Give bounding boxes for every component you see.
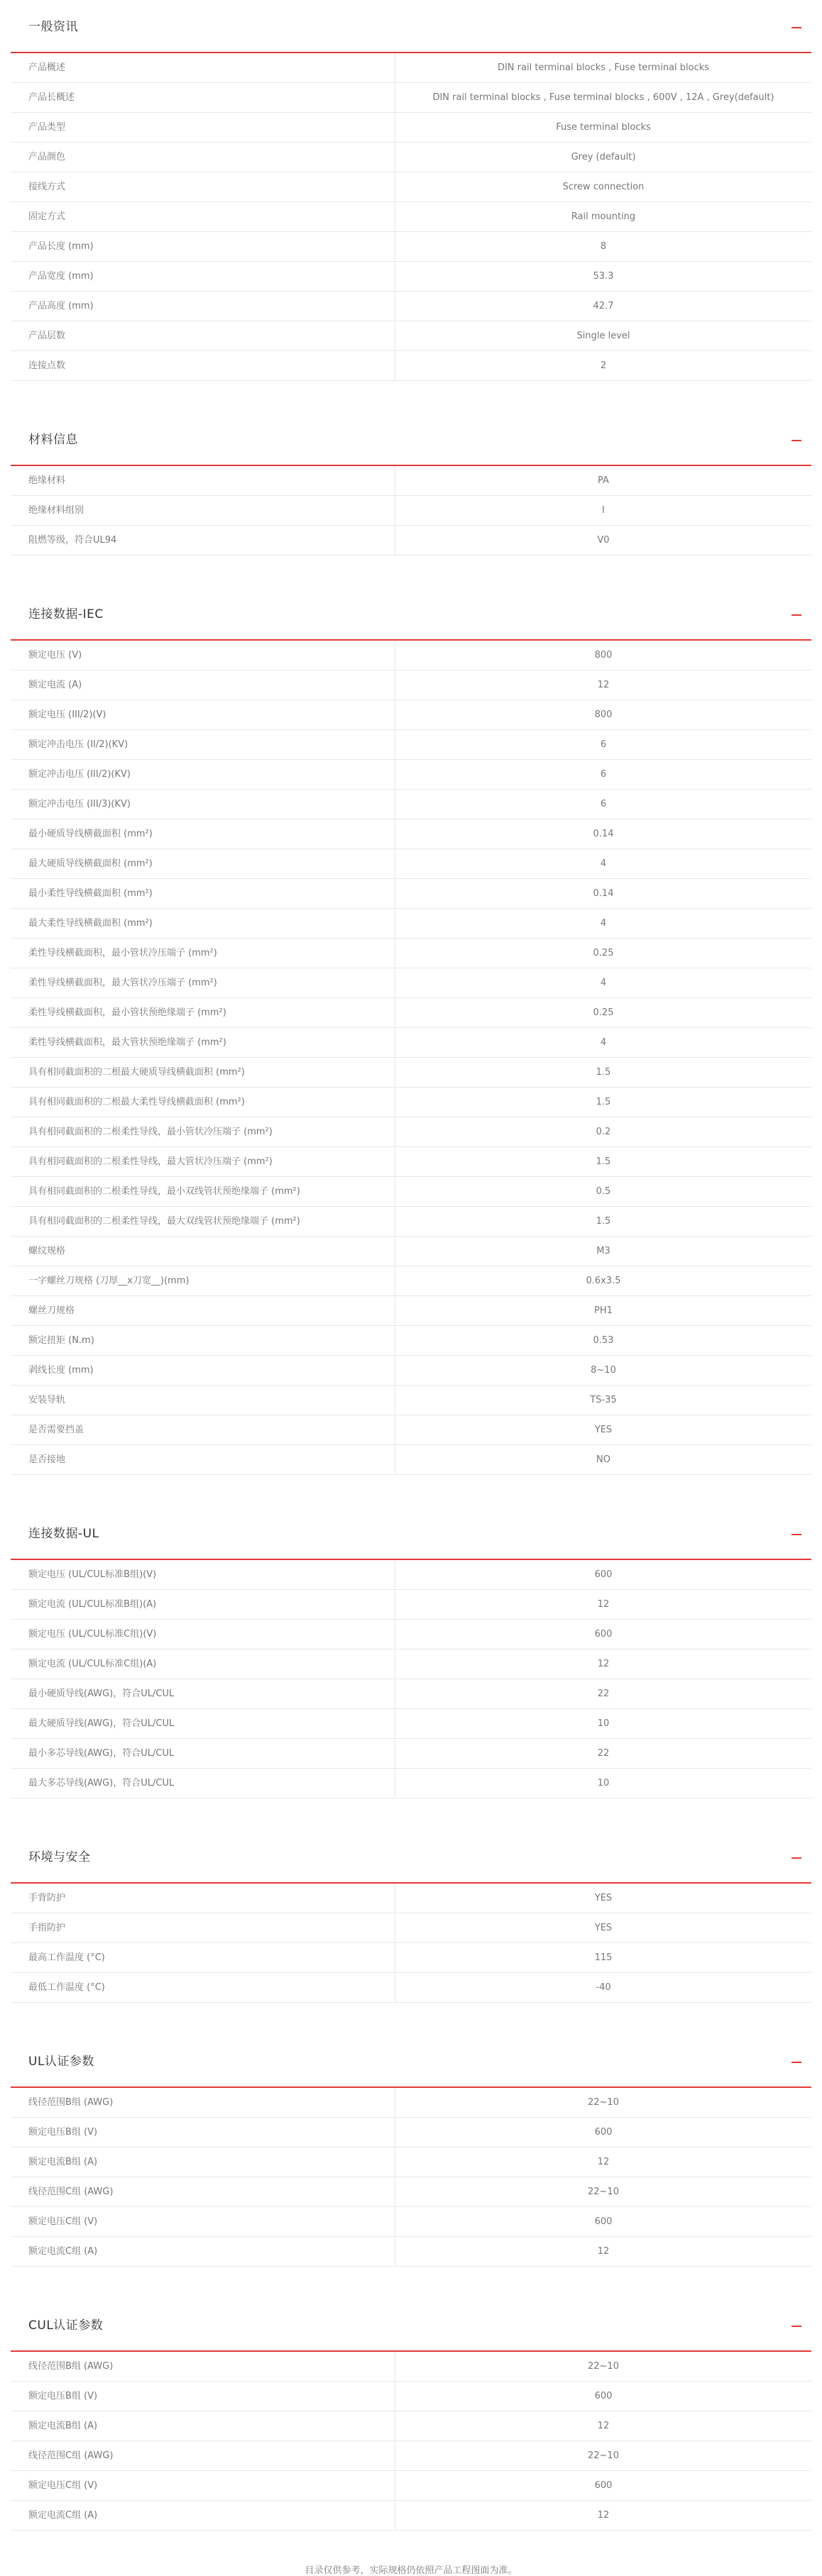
spec-label: 额定电压C组 (V) [11,2471,395,2500]
spec-value: 6 [600,739,607,750]
table-row [11,1296,811,1326]
spec-label: 最高工作温度 (°C) [11,1943,395,1972]
spec-value: 0.5 [596,1186,611,1197]
spec-value: Screw connection [562,182,645,192]
table-row [11,2088,811,2118]
table-row [11,700,811,730]
spec-value: 1.5 [596,1156,611,1167]
spec-value: 115 [594,1952,613,1963]
table-row [11,2147,811,2177]
spec-label: 额定电压 (UL/CUL标准C组)(V) [11,1620,395,1649]
spec-value: 4 [600,978,607,988]
spec-value: -40 [596,1982,611,1993]
collapse-icon[interactable] [791,1534,801,1535]
spec-value: 600 [594,2391,613,2401]
spec-value: 0.2 [596,1127,611,1137]
collapse-icon[interactable] [791,440,801,441]
spec-label: 具有相同截面积的二根最大硬质导线横截面积 (mm²) [11,1058,395,1087]
spec-table [11,466,811,555]
spec-value: M3 [596,1246,610,1256]
spec-value: 600 [594,2127,613,2138]
section-title: 连接数据-IEC [28,607,104,621]
table-row [11,1769,811,1798]
spec-label: 额定电流B组 (A) [11,2147,395,2177]
spec-value: 10 [597,1778,610,1789]
spec-label: 额定电流C组 (A) [11,2501,395,2530]
spec-table [11,2352,811,2531]
spec-label: 最大柔性导线横截面积 (mm²) [11,909,395,938]
collapse-icon[interactable] [791,27,801,28]
spec-label: 产品宽度 (mm) [11,262,395,291]
table-row [11,1117,811,1147]
spec-label: 额定电流 (A) [11,670,395,700]
table-row [11,1679,811,1709]
spec-table [11,2088,811,2267]
spec-value: 1.5 [596,1216,611,1227]
spec-value: NO [596,1454,610,1465]
spec-table [11,1560,811,1798]
spec-label: 是否接地 [11,1445,395,1474]
table-row [11,526,811,555]
spec-label: 产品长度 (mm) [11,232,395,261]
spec-value: YES [594,1425,613,1435]
section-title: 一般资讯 [28,20,78,34]
spec-value: DIN rail terminal blocks , Fuse terminal blocks , 600V , 12A , Grey(default) [432,92,774,103]
table-row [11,1088,811,1117]
spec-table [11,641,811,1475]
spec-label: 产品层数 [11,321,395,350]
spec-table [11,1884,811,2003]
spec-value: 12 [597,2421,610,2431]
table-row [11,1237,811,1266]
spec-label: 具有相同截面积的二根柔性导线，最大管状冷压端子 (mm²) [11,1147,395,1176]
section-title: CUL认证参数 [28,2318,104,2333]
spec-label: 柔性导线横截面积，最大管状冷压端子 (mm²) [11,968,395,997]
spec-value: 6 [600,799,607,809]
section-spacer [11,2003,811,2035]
spec-label: 额定电压 (V) [11,641,395,670]
table-row [11,2352,811,2382]
spec-value: 12 [597,2510,610,2521]
spec-value: 12 [597,1659,610,1669]
spec-label: 是否需要挡盖 [11,1415,395,1444]
table-row [11,1445,811,1475]
collapse-icon[interactable] [791,2062,801,2063]
spec-label: 额定扭矩 (N.m) [11,1326,395,1355]
table-row [11,496,811,526]
table-row [11,2118,811,2147]
spec-label: 额定冲击电压 (III/2)(KV) [11,760,395,789]
spec-label: 柔性导线横截面积，最小管状冷压端子 (mm²) [11,939,395,968]
spec-value: 42.7 [593,301,614,311]
table-row [11,1560,811,1590]
spec-label: 柔性导线横截面积，最小管状预绝缘端子 (mm²) [11,998,395,1027]
table-row [11,819,811,849]
table-row [11,1415,811,1445]
spec-label: 线径范围C组 (AWG) [11,2441,395,2470]
spec-label: 螺丝刀规格 [11,1296,395,1325]
spec-value: Rail mounting [571,211,636,222]
spec-value: 12 [597,1599,610,1610]
table-row [11,1028,811,1058]
spec-label: 最小柔性导线横截面积 (mm²) [11,879,395,908]
spec-value: Grey (default) [571,152,636,162]
spec-label: 手指防护 [11,1913,395,1942]
spec-value: 22~10 [588,2450,619,2461]
spec-value: 600 [594,1629,613,1640]
section-header[interactable] [11,1830,811,1884]
spec-value: 600 [594,2216,613,2227]
spec-sheet [11,0,811,2531]
table-row [11,321,811,351]
spec-value: 22 [597,1748,610,1759]
spec-value: PA [598,475,609,486]
table-row [11,2441,811,2471]
collapse-icon[interactable] [791,2326,801,2327]
table-row [11,1266,811,1296]
table-row [11,2207,811,2237]
table-row [11,1326,811,1356]
table-row [11,2177,811,2207]
collapse-icon[interactable] [791,614,801,616]
spec-value: 6 [600,769,607,780]
spec-value: 1.5 [596,1067,611,1078]
spec-label: 产品长概述 [11,83,395,112]
spec-section [11,413,811,555]
spec-label: 额定电流 (UL/CUL标准C组)(A) [11,1649,395,1679]
spec-section [11,587,811,1475]
table-row [11,1590,811,1620]
spec-label: 额定电压C组 (V) [11,2207,395,2236]
spec-value: 4 [600,918,607,929]
table-row [11,939,811,968]
spec-section [11,1830,811,2003]
spec-section [11,2299,811,2531]
table-row [11,202,811,232]
spec-value: 12 [597,2246,610,2257]
spec-label: 额定电压B组 (V) [11,2382,395,2411]
spec-value: 600 [594,1569,613,1580]
table-row [11,1386,811,1415]
section-header[interactable] [11,2035,811,2088]
table-row [11,849,811,879]
spec-value: 4 [600,1037,607,1048]
table-row [11,351,811,381]
spec-value: YES [594,1923,613,1933]
table-row [11,1973,811,2003]
spec-label: 额定电流B组 (A) [11,2411,395,2440]
spec-label: 最小多芯导线(AWG)，符合UL/CUL [11,1739,395,1768]
spec-value: 12 [597,2157,610,2167]
spec-label: 一字螺丝刀规格 (刀厚__x刀宽__)(mm) [11,1266,395,1295]
section-header[interactable] [11,413,811,466]
spec-label: 额定电流C组 (A) [11,2237,395,2266]
spec-label: 产品颜色 [11,143,395,172]
section-title: 环境与安全 [28,1850,91,1864]
table-row [11,172,811,202]
spec-label: 线径范围B组 (AWG) [11,2352,395,2381]
spec-section [11,1507,811,1798]
spec-label: 产品类型 [11,113,395,142]
spec-value: 0.53 [593,1335,614,1346]
spec-label: 产品概述 [11,53,395,82]
spec-value: 1.5 [596,1097,611,1107]
spec-value: 22 [597,1688,610,1699]
spec-label: 最大硬质导线横截面积 (mm²) [11,849,395,878]
table-row [11,968,811,998]
table-row [11,909,811,939]
spec-label: 阻燃等级，符合UL94 [11,526,395,555]
spec-value: DIN rail terminal blocks , Fuse terminal blocks [497,62,710,73]
spec-value: 4 [600,858,607,869]
section-spacer [11,381,811,413]
table-row [11,53,811,83]
spec-value: 22~10 [588,2187,619,2197]
spec-label: 具有相同截面积的二根最大柔性导线横截面积 (mm²) [11,1088,395,1117]
spec-label: 最小硬质导线(AWG)，符合UL/CUL [11,1679,395,1708]
disclaimer-note: 目录仅供参考，实际规格仍依照产品工程图面为准。 [305,2565,517,2576]
section-spacer [11,2267,811,2299]
section-spacer [11,1798,811,1830]
spec-value: 800 [594,709,613,720]
table-row [11,641,811,670]
table-row [11,1739,811,1769]
table-row [11,2237,811,2267]
section-header[interactable] [11,0,811,53]
table-row [11,466,811,496]
spec-value: YES [594,1893,613,1903]
section-header[interactable] [11,1507,811,1560]
spec-value: I [602,505,605,516]
spec-value: TS-35 [590,1395,617,1405]
table-row [11,760,811,790]
spec-label: 额定冲击电压 (III/3)(KV) [11,790,395,819]
table-row [11,1913,811,1943]
table-row [11,879,811,909]
spec-label: 额定电压 (UL/CUL标准B组)(V) [11,1560,395,1589]
spec-value: PH1 [594,1305,613,1316]
spec-value: Fuse terminal blocks [556,122,651,133]
table-row [11,1207,811,1237]
table-row [11,143,811,172]
table-row [11,1147,811,1177]
table-row [11,998,811,1028]
spec-value: 22~10 [588,2097,619,2108]
table-row [11,113,811,143]
spec-label: 绝缘材料组别 [11,496,395,525]
spec-label: 额定冲击电压 (II/2)(KV) [11,730,395,759]
spec-section [11,0,811,381]
spec-value: 600 [594,2480,613,2491]
section-title: 材料信息 [28,433,78,447]
spec-label: 最大多芯导线(AWG)，符合UL/CUL [11,1769,395,1798]
spec-label: 最低工作温度 (°C) [11,1973,395,2002]
spec-value: 8~10 [591,1365,616,1376]
spec-label: 具有相同截面积的二根柔性导线，最小双线管状预绝缘端子 (mm²) [11,1177,395,1206]
spec-value: 0.25 [593,948,614,958]
spec-label: 螺纹规格 [11,1237,395,1266]
spec-label: 线径范围C组 (AWG) [11,2177,395,2206]
spec-value: 10 [597,1718,610,1729]
spec-label: 连接点数 [11,351,395,380]
spec-value: 22~10 [588,2361,619,2372]
table-row [11,1943,811,1973]
spec-value: 8 [600,241,607,252]
spec-value: 12 [597,680,610,690]
spec-value: 0.14 [593,888,614,899]
spec-value: 0.6x3.5 [586,1276,621,1286]
table-row [11,2501,811,2531]
spec-label: 接线方式 [11,172,395,201]
spec-value: V0 [597,535,610,546]
spec-label: 安装导轨 [11,1386,395,1415]
spec-label: 额定电流 (UL/CUL标准B组)(A) [11,1590,395,1619]
spec-label: 具有相同截面积的二根柔性导线，最小管状冷压端子 (mm²) [11,1117,395,1146]
spec-label: 最小硬质导线横截面积 (mm²) [11,819,395,848]
spec-label: 绝缘材料 [11,466,395,495]
table-row [11,2411,811,2441]
spec-label: 手背防护 [11,1884,395,1913]
spec-label: 线径范围B组 (AWG) [11,2088,395,2117]
table-row [11,1709,811,1739]
table-row [11,1177,811,1207]
spec-value: 53.3 [593,271,614,282]
section-spacer [11,1475,811,1507]
table-row [11,1058,811,1088]
spec-section [11,2035,811,2267]
table-row [11,790,811,819]
section-header[interactable] [11,2299,811,2352]
spec-label: 产品高度 (mm) [11,292,395,321]
spec-value: 800 [594,650,613,660]
table-row [11,232,811,262]
table-row [11,292,811,321]
collapse-icon[interactable] [791,1857,801,1859]
section-title: 连接数据-UL [28,1527,99,1541]
section-spacer [11,555,811,587]
table-row [11,730,811,760]
spec-label: 具有相同截面积的二根柔性导线，最大双线管状预绝缘端子 (mm²) [11,1207,395,1236]
spec-value: 2 [600,360,607,371]
spec-label: 最大硬质导线(AWG)，符合UL/CUL [11,1709,395,1738]
table-row [11,2471,811,2501]
table-row [11,262,811,292]
table-row [11,83,811,113]
table-row [11,1649,811,1679]
table-row [11,1620,811,1649]
spec-label: 额定电压B组 (V) [11,2118,395,2147]
section-title: UL认证参数 [28,2055,94,2069]
table-row [11,1884,811,1913]
section-header[interactable] [11,587,811,641]
table-row [11,1356,811,1386]
spec-label: 固定方式 [11,202,395,231]
spec-value: 0.25 [593,1007,614,1018]
table-row [11,670,811,700]
spec-label: 柔性导线横截面积，最大管状预绝缘端子 (mm²) [11,1028,395,1057]
spec-value: 0.14 [593,829,614,839]
spec-table [11,53,811,381]
spec-label: 剥线长度 (mm) [11,1356,395,1385]
spec-value: Single level [576,331,630,341]
table-row [11,2382,811,2411]
spec-label: 额定电压 (III/2)(V) [11,700,395,729]
